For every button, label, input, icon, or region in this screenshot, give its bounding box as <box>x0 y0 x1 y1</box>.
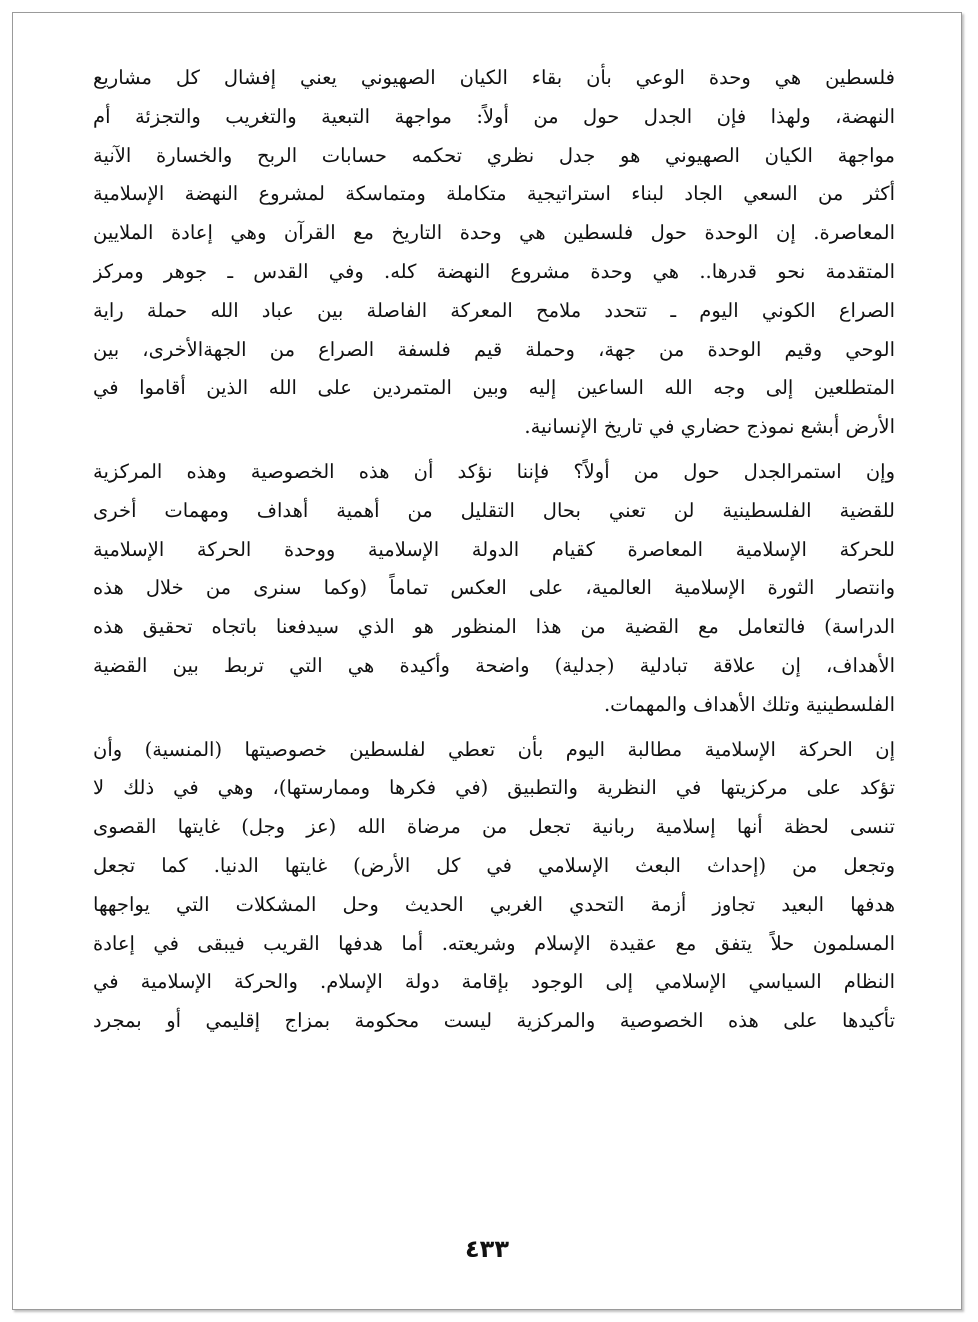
text-line: الفلسطينية وتلك الأهداف والمهمات. <box>603 692 895 716</box>
text-line: المتطلعين إلى وجه الله الساعين إليه وبين المتمردين على الله الذين أقاموا في <box>93 376 895 400</box>
text-line: مواجهة الكيان الصهيوني هو جدل نظري تحكمه حسابات الربح والخسارة الآنية <box>93 143 895 167</box>
text-line: للحركة الإسلامية المعاصرة كقيام الدولة الإسلامية ووحدة الحركة الإسلامية <box>93 537 895 561</box>
text-line: وتجعل من (إحداث البعث الإسلامي في كل الأرض) غايتها الدنيا. كما تجعل <box>93 853 895 877</box>
text-line: تأكيدها على هذه الخصوصية والمركزية ليست محكومة بمزاج إقليمي أو بمجرد <box>93 1009 895 1033</box>
text-line: تؤكد على مركزيتها في النظرية والتطبيق (في فكرها وممارستها)، وهي في ذلك لا <box>93 776 895 800</box>
page-number: ٤٣٣ <box>465 1235 509 1263</box>
text-line: الوحي وقيم الوحدة من جهة، وحملة قيم فلسفة الصراع من الجهةالأخرى، بين <box>93 337 895 361</box>
text-line: المتقدمة نحو قدرها.. هي وحدة مشروع النهضة كله. وفي القدس ـ جوهر ومركز <box>93 259 895 283</box>
text-line: أكثر من السعي الجاد لبناء استراتيجية متكاملة ومتماسكة لمشروع النهضة الإسلامية <box>93 182 895 206</box>
text-line: الأرض أبشع نموذج حضاري في تاريخ الإنسانية. <box>524 415 895 439</box>
text-line: النهضة، ولهذا فإن الجدل حول من أولاً: مواجهة التبعية والتغريب والتجزئة أم <box>93 104 895 128</box>
document-page <box>12 12 962 1310</box>
paragraph-3 <box>93 731 895 1041</box>
text-line: فلسطين هي وحدة الوعي بأن بقاء الكيان الصهيوني يعني إفشال كل مشاريع <box>93 66 895 89</box>
paragraph-2 <box>93 453 895 725</box>
text-line: الأهداف، إن علاقة تبادلية (جدلية) واضحة وأكيدة هي التي تربط بين القضية <box>93 653 895 677</box>
body-text <box>93 59 895 1041</box>
text-line: إن الحركة الإسلامية مطالبة اليوم بأن تعطي لفلسطين خصوصيتها (المنسية) وأن <box>93 737 895 761</box>
text-line: النظام السياسي الإسلامي إلى الوجود بإقامة دولة الإسلام. والحركة الإسلامية في <box>93 970 895 994</box>
paragraph-1 <box>93 59 895 447</box>
text-line: الصراع الكوني اليوم ـ تتحدد ملامح المعركة الفاصلة بين عباد الله حملة راية <box>93 298 895 322</box>
text-line: المعاصرة. إن الوحدة حول فلسطين هي وحدة التاريخ مع القرآن وهي إعادة الملايين <box>93 221 895 245</box>
text-line: وإن استمرالجدل حول من أولاً؟ فإننا نؤكد أن هذه الخصوصية وهذه المركزية <box>93 459 895 483</box>
text-line: هدفها البعيد تجاوز أزمة التحدي الغربي الحديث وحل المشكلات التي يواجهها <box>93 892 895 916</box>
text-line: وانتصار الثورة الإسلامية العالمية، على العكس تماماً (وكما سنرى من خلال هذه <box>93 576 895 600</box>
text-line: للقضية الفلسطينية لن تعني بحال التقليل من أهمية أهداف ومهمات أخرى <box>93 498 895 522</box>
text-line: المسلمون حلاً يتفق مع عقيدة الإسلام وشريعته. أما هدفها القريب فيبقى في إعادة <box>93 931 895 955</box>
text-line: تنسى لحظة أنها إسلامية ربانية تجعل من مرضاة الله (عز وجل) غايتها القصوى <box>93 815 895 839</box>
text-line: الدراسة) فالتعامل مع القضية من هذا المنظور هو الذي سيدفعنا باتجاه تحقيق هذه <box>93 615 895 639</box>
